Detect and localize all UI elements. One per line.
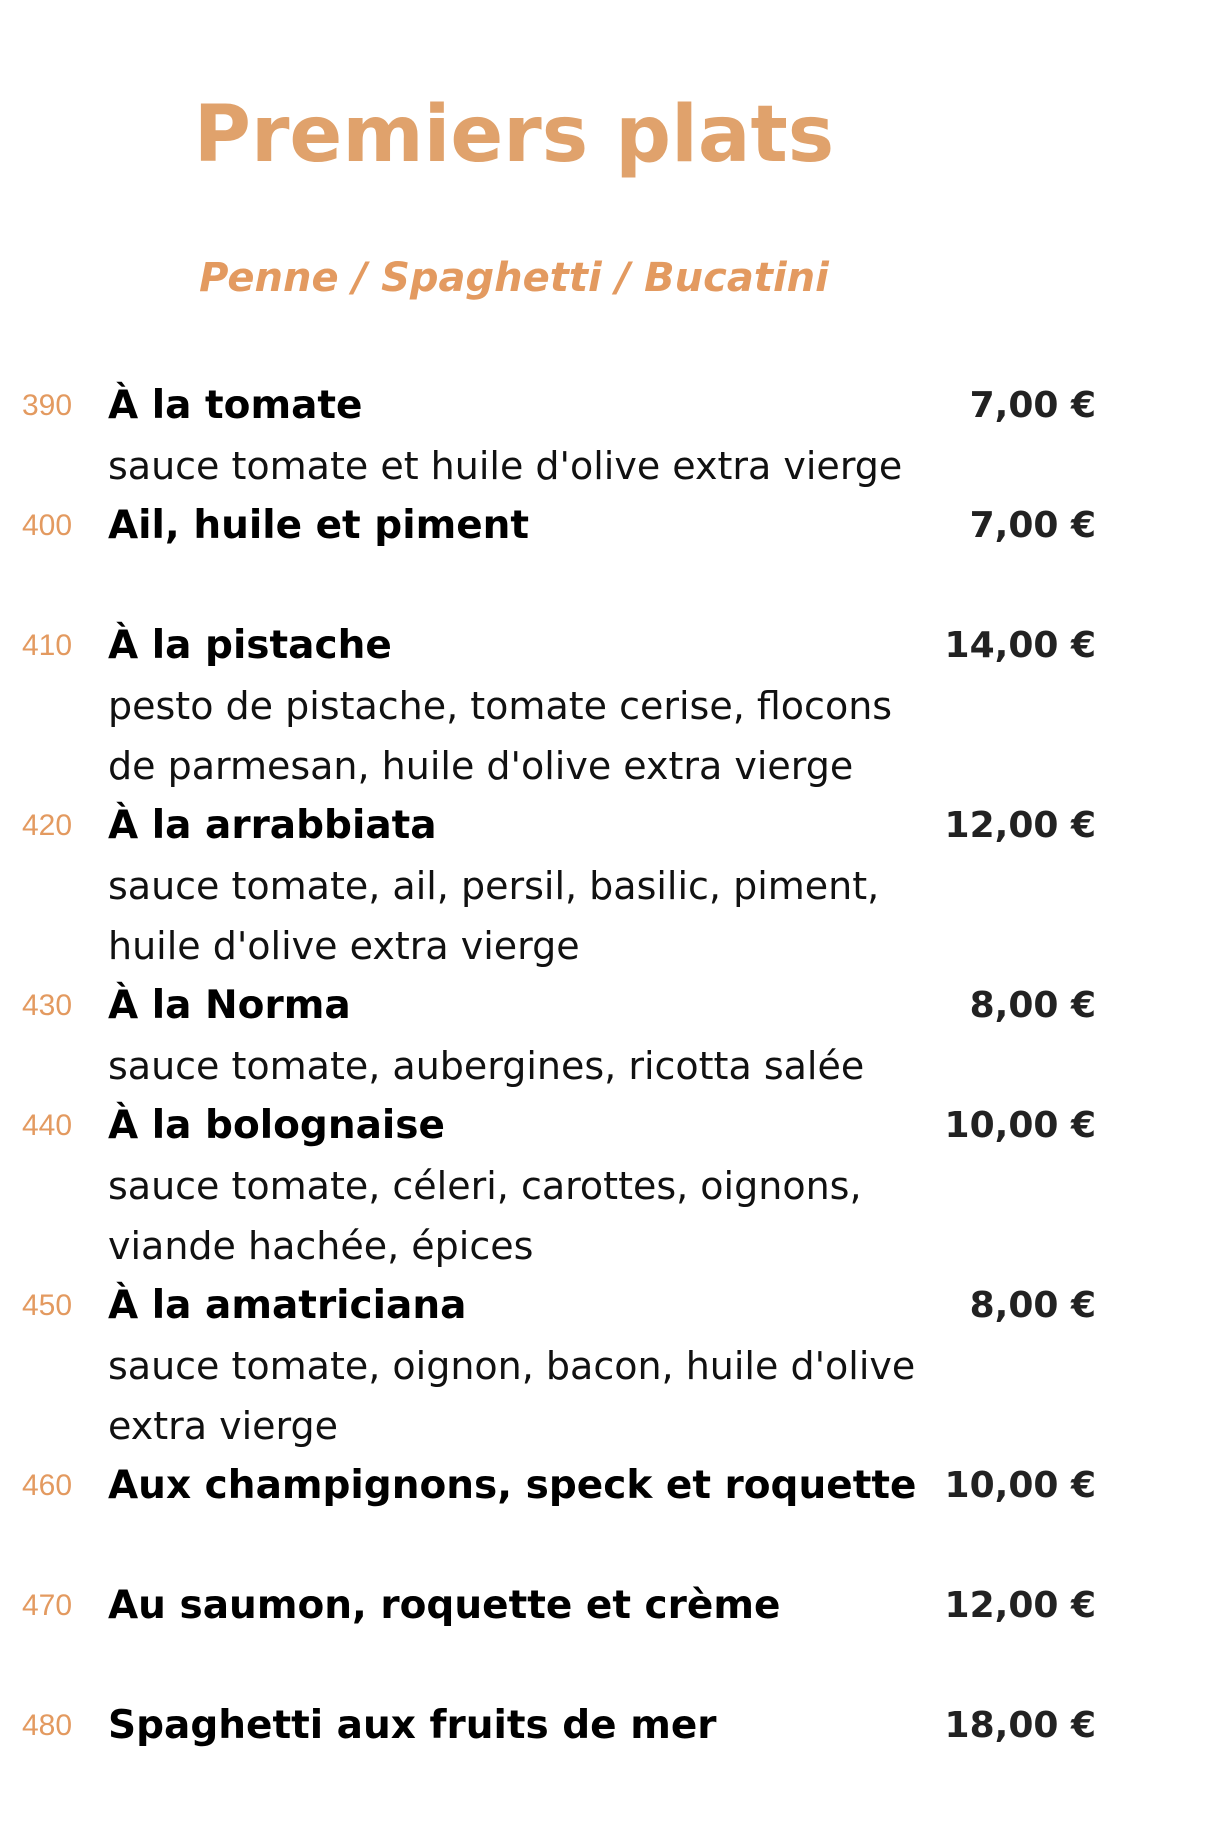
description-line: sauce tomate, ail, persil, basilic, piment, <box>108 864 880 908</box>
item-description <box>108 856 1212 976</box>
item-price: 18,00 € <box>944 1705 1096 1746</box>
item-price: 12,00 € <box>944 1585 1096 1626</box>
item-name: À la arrabbiata <box>108 803 437 848</box>
item-name: Au saumon, roquette et crème <box>108 1583 781 1628</box>
item-number: 410 <box>22 629 73 662</box>
description-line: huile d'olive extra vierge <box>108 924 580 968</box>
item-name: Aux champignons, speck et roquette <box>108 1463 917 1508</box>
item-name: À la bolognaise <box>108 1103 445 1148</box>
item-number: 420 <box>22 809 73 842</box>
item-price: 7,00 € <box>969 505 1096 546</box>
description-line: sauce tomate, aubergines, ricotta salée <box>108 1044 865 1088</box>
item-number: 470 <box>22 1589 73 1622</box>
item-name: Spaghetti aux fruits de mer <box>108 1703 717 1748</box>
item-price: 10,00 € <box>944 1465 1096 1506</box>
menu-item-410 <box>0 616 1212 796</box>
menu-item-470 <box>0 1576 1212 1636</box>
menu-item-460 <box>0 1456 1212 1516</box>
menu-item-440 <box>0 1096 1212 1276</box>
item-name: À la amatriciana <box>108 1283 467 1328</box>
item-price: 7,00 € <box>969 385 1096 426</box>
item-number: 400 <box>22 509 73 542</box>
item-description <box>108 436 1212 496</box>
menu-item-420 <box>0 796 1212 976</box>
item-price: 8,00 € <box>969 985 1096 1026</box>
item-number: 460 <box>22 1469 73 1502</box>
menu-item-480 <box>0 1696 1212 1756</box>
menu-item-450 <box>0 1276 1212 1456</box>
page-title: Premiers plats <box>193 90 835 180</box>
description-line: extra vierge <box>108 1404 338 1448</box>
item-number: 430 <box>22 989 73 1022</box>
pasta-types-subtitle: Penne / Spaghetti / Bucatini <box>199 255 829 301</box>
item-description <box>108 1336 1212 1456</box>
item-price: 14,00 € <box>944 625 1096 666</box>
description-line: sauce tomate, céleri, carottes, oignons, <box>108 1164 862 1208</box>
item-price: 10,00 € <box>944 1105 1096 1146</box>
item-description <box>108 1156 1212 1276</box>
item-name: Ail, huile et piment <box>108 503 530 548</box>
item-name: À la tomate <box>108 383 363 428</box>
item-number: 450 <box>22 1289 73 1322</box>
item-name: À la Norma <box>108 983 351 1028</box>
menu-item-430 <box>0 976 1212 1096</box>
description-line: sauce tomate, oignon, bacon, huile d'olive <box>108 1344 916 1388</box>
menu-item-400 <box>0 496 1212 556</box>
item-price: 8,00 € <box>969 1285 1096 1326</box>
item-number: 390 <box>22 389 73 422</box>
description-line: pesto de pistache, tomate cerise, flocons <box>108 684 893 728</box>
item-price: 12,00 € <box>944 805 1096 846</box>
description-line: sauce tomate et huile d'olive extra vierge <box>108 444 903 488</box>
menu-item-390 <box>0 376 1212 496</box>
menu-list <box>0 376 1212 1756</box>
description-line: viande hachée, épices <box>108 1224 534 1268</box>
item-name: À la pistache <box>108 623 392 668</box>
item-number: 480 <box>22 1709 73 1742</box>
item-description <box>108 1036 1212 1096</box>
item-description <box>108 676 1212 796</box>
description-line: de parmesan, huile d'olive extra vierge <box>108 744 854 788</box>
item-number: 440 <box>22 1109 73 1142</box>
